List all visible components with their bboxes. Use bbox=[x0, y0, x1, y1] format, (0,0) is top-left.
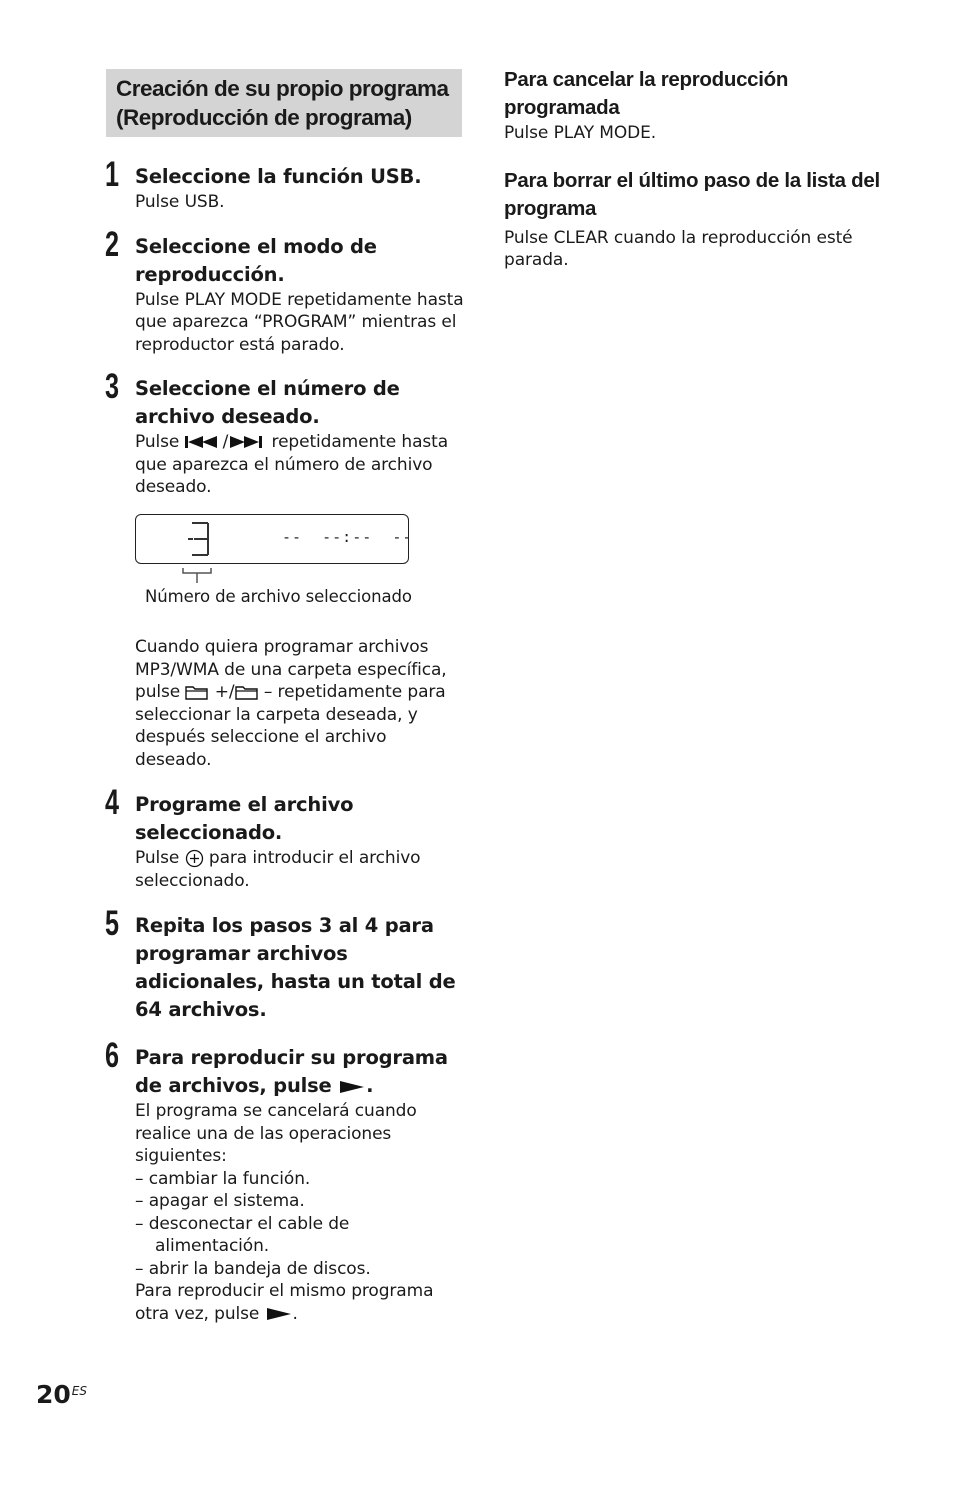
step-closing bbox=[135, 1280, 466, 1325]
note-clear bbox=[504, 167, 884, 272]
step-body bbox=[135, 847, 466, 892]
step-4 bbox=[105, 783, 466, 892]
step-number: 5 bbox=[105, 904, 120, 943]
step-number: 6 bbox=[105, 1036, 120, 1075]
previous-track-icon bbox=[185, 435, 223, 449]
step-number: 3 bbox=[105, 367, 120, 406]
page-number bbox=[36, 1380, 86, 1409]
step-note-plus: +/ bbox=[214, 682, 235, 702]
folder-icon bbox=[185, 684, 209, 700]
page-number-value: 20 bbox=[36, 1380, 71, 1409]
step-body-post: repetidamente hasta que aparezca el número de archivo deseado. bbox=[135, 432, 449, 497]
play-icon bbox=[265, 1306, 293, 1322]
note-cancel bbox=[504, 66, 884, 145]
note-body: Pulse PLAY MODE. bbox=[504, 123, 657, 143]
next-track-icon bbox=[228, 435, 266, 449]
step-2 bbox=[105, 224, 466, 357]
note-heading: Para borrar el último paso de la lista del programa bbox=[504, 168, 880, 220]
step-number: 4 bbox=[105, 783, 120, 822]
step-3 bbox=[105, 367, 466, 771]
section-title: Creación de su propio programa (Reproducción de programa) bbox=[106, 69, 462, 137]
step-5 bbox=[105, 904, 466, 1024]
step-heading: Seleccione el modo de reproducción. bbox=[135, 234, 377, 286]
step-body-sep: / bbox=[222, 432, 229, 452]
play-icon bbox=[338, 1079, 366, 1095]
display-panel bbox=[135, 514, 413, 564]
list-item: – cambiar la función. bbox=[135, 1168, 311, 1189]
step-number: 1 bbox=[105, 155, 120, 194]
step-note-minus: – bbox=[263, 682, 273, 702]
step-heading: Seleccione el número de archivo deseado. bbox=[135, 377, 400, 428]
display-caption: Número de archivo seleccionado bbox=[145, 586, 412, 606]
step-closing-post: . bbox=[292, 1303, 298, 1324]
step-heading-pre: Para reproducir su programa de archivos, pulse bbox=[135, 1046, 448, 1097]
enter-plus-icon bbox=[185, 849, 204, 868]
step-note bbox=[135, 636, 466, 771]
step-body-post: para introducir el archivo seleccionado. bbox=[135, 848, 421, 891]
step-body-pre: Pulse bbox=[135, 848, 180, 868]
callout-bracket bbox=[181, 566, 221, 586]
step-number: 2 bbox=[105, 224, 120, 264]
step-1 bbox=[105, 155, 466, 214]
note-body: Pulse CLEAR cuando la reproducción esté parada. bbox=[504, 227, 853, 270]
note-heading: Para cancelar la reproducción programada bbox=[504, 68, 789, 119]
step-closing-pre: Para reproducir el mismo programa otra vez, pulse bbox=[135, 1281, 434, 1324]
step-body: Pulse USB. bbox=[135, 192, 225, 212]
step-heading: Repita los pasos 3 al 4 para programar archivos adicionales, hasta un total de 64 archivos. bbox=[135, 914, 456, 1021]
list-item: – apagar el sistema. bbox=[135, 1191, 305, 1211]
list-item: – abrir la bandeja de discos. bbox=[135, 1258, 371, 1279]
step-note-pre: Cuando quiera programar archivos MP3/WMA de una carpeta específica, pulse bbox=[135, 637, 447, 702]
page-language-suffix: ES bbox=[71, 1384, 87, 1398]
step-note-post: repetidamente para seleccionar la carpeta deseada, y después seleccione el archivo deseado. bbox=[135, 682, 446, 770]
step-heading-post: . bbox=[366, 1074, 374, 1097]
step-6 bbox=[105, 1036, 466, 1325]
step-body: El programa se cancelará cuando realice una de las operaciones siguientes: bbox=[135, 1101, 417, 1166]
display-readout: -- --:-- -- bbox=[282, 527, 413, 546]
step-body-pre: Pulse bbox=[135, 432, 180, 452]
right-column bbox=[504, 66, 884, 272]
step-heading: Seleccione la función USB. bbox=[135, 165, 422, 188]
list-item: – desconectar el cable de alimentación. bbox=[135, 1213, 350, 1256]
step-heading bbox=[135, 1044, 466, 1100]
display-digit-3 bbox=[188, 523, 208, 555]
step-body bbox=[135, 431, 466, 499]
left-column bbox=[106, 69, 466, 1325]
step-heading: Programe el archivo seleccionado. bbox=[135, 793, 354, 844]
folder-icon bbox=[235, 684, 259, 700]
step-body: Pulse PLAY MODE repetidamente hasta que aparezca “PROGRAM” mientras el reproductor está parado. bbox=[135, 289, 464, 355]
